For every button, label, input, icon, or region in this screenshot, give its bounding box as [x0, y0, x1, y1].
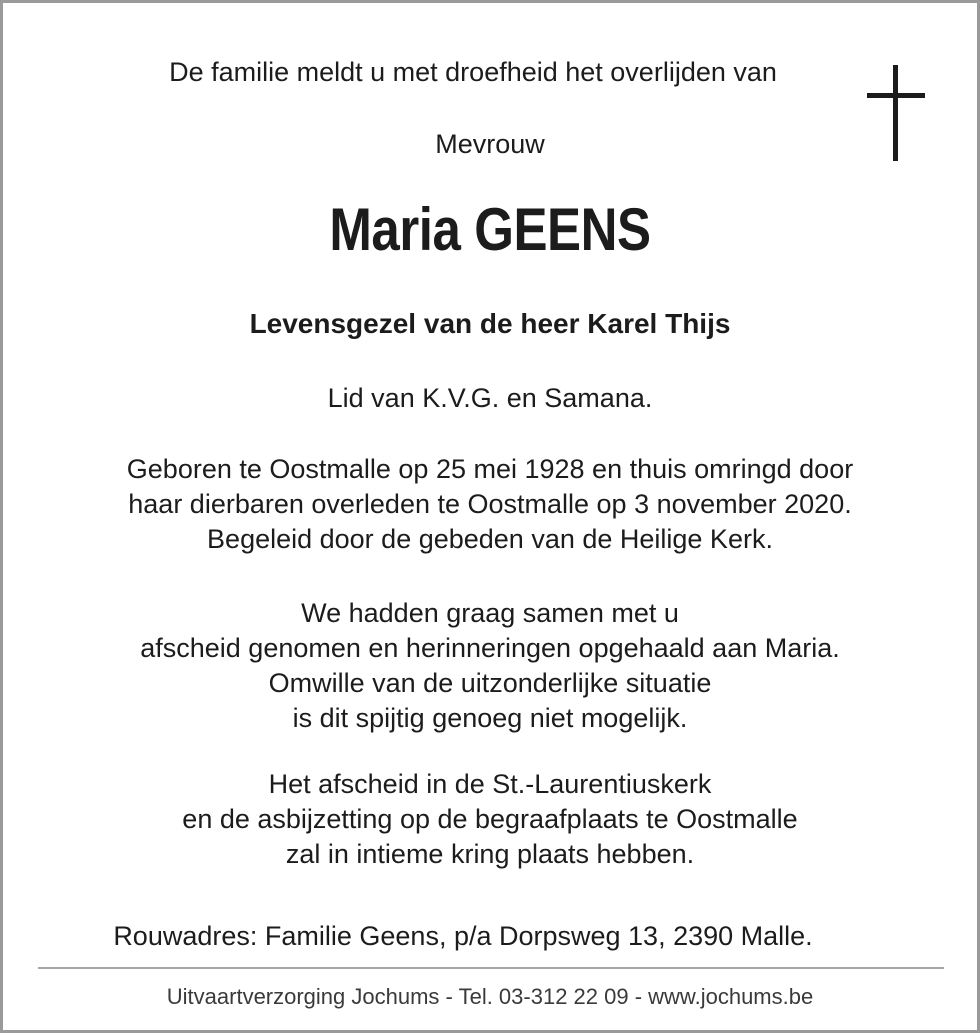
- honorific: Mevrouw: [435, 129, 545, 159]
- deceased-name: Maria GEENS: [329, 196, 651, 263]
- ceremony-paragraph: [3, 767, 977, 872]
- paragraph-line: zal in intieme kring plaats hebben.: [285, 839, 695, 869]
- paragraph-line: is dit spijtig genoeg niet mogelijk.: [292, 703, 688, 733]
- paragraph-line: Geboren te Oostmalle op 25 mei 1928 en thuis omringd door: [126, 454, 854, 484]
- paragraph-line: haar dierbaren overleden te Oostmalle op 3 november 2020.: [128, 489, 852, 519]
- paragraph-line: afscheid genomen en herinneringen opgehaald aan Maria.: [140, 633, 840, 663]
- paragraph-line: en de asbijzetting op de begraafplaats te Oostmalle: [182, 804, 798, 834]
- footer-divider: [38, 967, 944, 969]
- membership-line: Lid van K.V.G. en Samana.: [327, 383, 653, 413]
- farewell-paragraph: [3, 596, 977, 736]
- paragraph-line: Het afscheid in de St.-Laurentiuskerk: [268, 769, 712, 799]
- birth-death-paragraph: [3, 452, 977, 557]
- funeral-director-footer: Uitvaartverzorging Jochums - Tel. 03-312 22 09 - www.jochums.be: [166, 984, 814, 1009]
- intro-text: De familie meldt u met droefheid het overlijden van: [169, 57, 777, 87]
- paragraph-line: Omwille van de uitzonderlijke situatie: [268, 668, 712, 698]
- paragraph-line: Begeleid door de gebeden van de Heilige Kerk.: [207, 524, 773, 554]
- paragraph-line: We hadden graag samen met u: [301, 598, 679, 628]
- partner-line: Levensgezel van de heer Karel Thijs: [249, 308, 731, 339]
- mourning-address: Rouwadres: Familie Geens, p/a Dorpsweg 13, 2390 Malle.: [113, 921, 813, 951]
